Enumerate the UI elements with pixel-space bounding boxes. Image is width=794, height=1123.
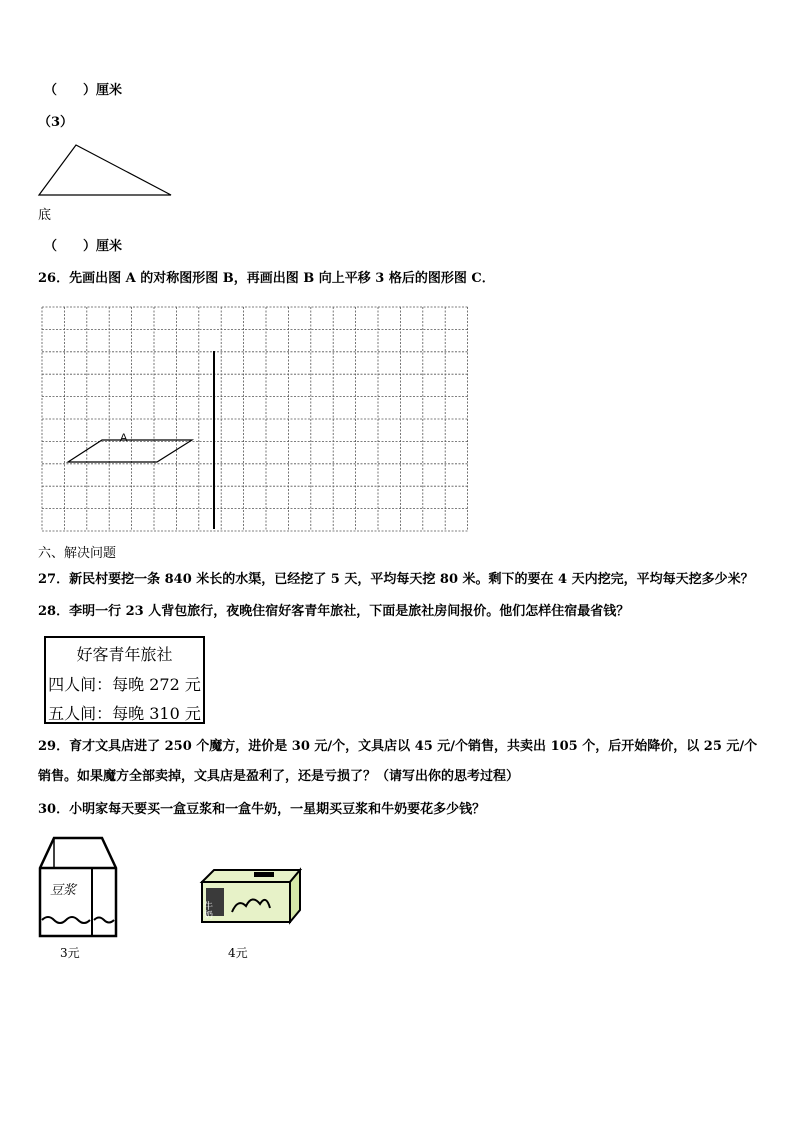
question-26: 26．先画出图 A 的对称图形图 B，再画出图 B 向上平移 3 格后的图形图 C． [38, 271, 495, 286]
base-label: 底 [38, 208, 52, 223]
milk-box-image [196, 864, 306, 928]
triangle-figure [36, 140, 176, 200]
shape-a-label: A [120, 432, 128, 444]
price-four-room: 四人间：每晚 272 元 [48, 675, 201, 694]
question-28: 28．李明一行 23 人背包旅行，夜晚住宿好客青年旅社，下面是旅社房间报价。他们怎样住宿最省钱？ [38, 604, 630, 619]
soymilk-price: 3元 [60, 946, 80, 960]
milk-price: 4元 [228, 946, 248, 960]
soymilk-carton-image [36, 832, 120, 940]
question-30: 30．小明家每天要买一盒豆浆和一盒牛奶，一星期买豆浆和牛奶要花多少钱？ [38, 802, 486, 817]
hostel-name: 好客青年旅社 [76, 645, 173, 664]
grid-figure [38, 305, 474, 533]
soymilk-carton-label: 豆浆 [50, 883, 77, 898]
answer-blank-cm-2: （ ）厘米 [44, 239, 123, 254]
answer-blank-cm: （ ）厘米 [44, 83, 123, 98]
question-29-line1: 29．育才文具店进了 250 个魔方，进价是 30 元/个，文具店以 45 元/个销售，共卖出 105 个，后开始降价，以 25 元/个 [38, 739, 758, 754]
grid-lines [42, 307, 468, 531]
price-five-room: 五人间：每晚 310 元 [48, 704, 201, 723]
question-27: 27．新民村要挖一条 840 米长的水渠，已经挖了 5 天，平均每天挖 80 米。剩下的要在 4 天内挖完，平均每天挖多少米？ [38, 572, 754, 587]
hostel-price-sign [44, 636, 205, 724]
question-29-line2: 销售。如果魔方全部卖掉，文具店是盈利了，还是亏损了？（请写出你的思考过程） [38, 769, 520, 784]
part-3-label: （3） [38, 115, 74, 130]
milk-box-label: 牛奶 [202, 901, 212, 919]
section-6-title: 六、解决问题 [38, 546, 117, 561]
